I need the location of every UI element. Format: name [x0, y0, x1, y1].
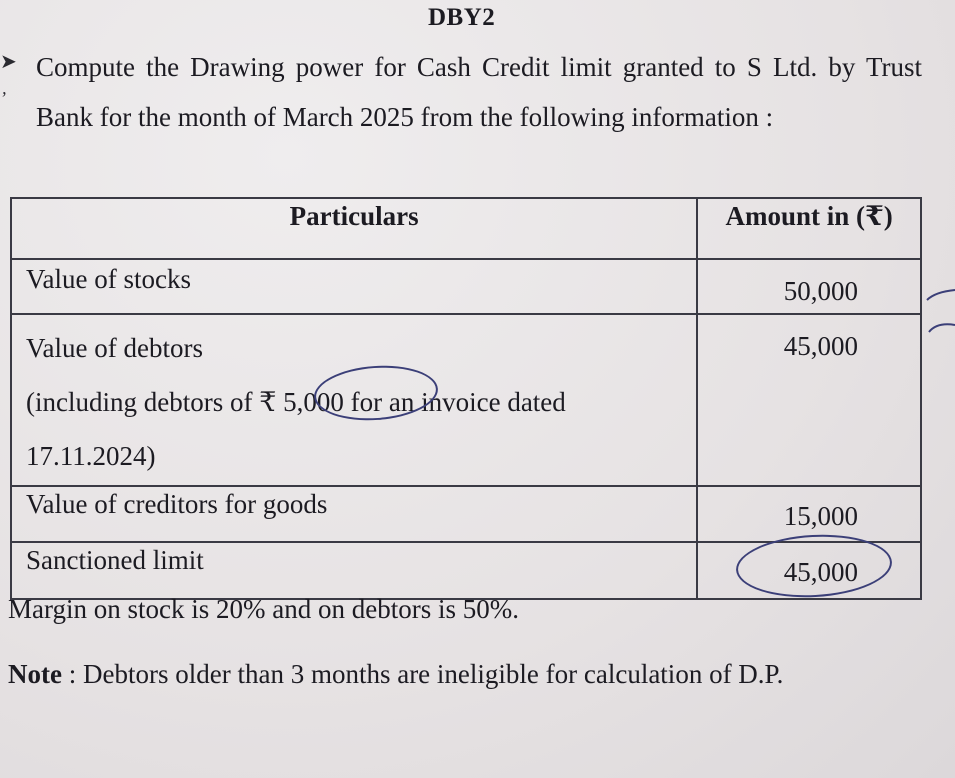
- table-header-row: [11, 198, 921, 259]
- row-label-cell: [11, 259, 697, 315]
- table-row-debtors: [11, 314, 921, 486]
- row-amount-cell: [697, 314, 921, 486]
- row-amount-cell: [697, 486, 921, 543]
- row-label: Value of debtors: [26, 333, 203, 364]
- row-label-cell: [11, 542, 697, 599]
- question-text: Compute the Drawing power for Cash Credit limit granted to S Ltd. by Trust Bank for the month of March 2025 from the following information :: [36, 52, 922, 132]
- row-label-cell: [11, 486, 697, 543]
- handwritten-tick-icon: [925, 270, 955, 370]
- handwritten-mark-icon: ’: [0, 88, 6, 108]
- header-amount-label: Amount in (₹): [725, 201, 893, 231]
- row-amount: 15,000: [783, 500, 858, 531]
- note-label: Note: [8, 659, 62, 689]
- margin-info: Margin on stock is 20% and on debtors is 50%.: [8, 594, 519, 624]
- note-paragraph: [8, 646, 932, 702]
- row-amount: 45,000: [783, 557, 858, 588]
- row-label: Sanctioned limit: [26, 545, 204, 576]
- row-amount: 50,000: [783, 275, 858, 306]
- row-sublabel: (including debtors of ₹ 5,000 for an invoice dated 17.11.2024): [26, 387, 566, 472]
- bullet-icon: ➤: [0, 51, 17, 73]
- table-row-creditors: [11, 486, 921, 543]
- row-amount-cell: [697, 259, 921, 315]
- row-label: Value of stocks: [26, 263, 191, 294]
- header-amount: [697, 198, 921, 259]
- row-label: Value of creditors for goods: [26, 488, 328, 519]
- note-text: Debtors older than 3 months are ineligible for calculation of D.P.: [83, 659, 784, 689]
- note-separator: :: [61, 659, 83, 689]
- header-particulars: [11, 198, 697, 259]
- table-row-stocks: [11, 259, 921, 315]
- question-code: DBY2: [428, 4, 496, 31]
- row-amount: 45,000: [783, 331, 858, 362]
- header-particulars-label: Particulars: [289, 201, 419, 231]
